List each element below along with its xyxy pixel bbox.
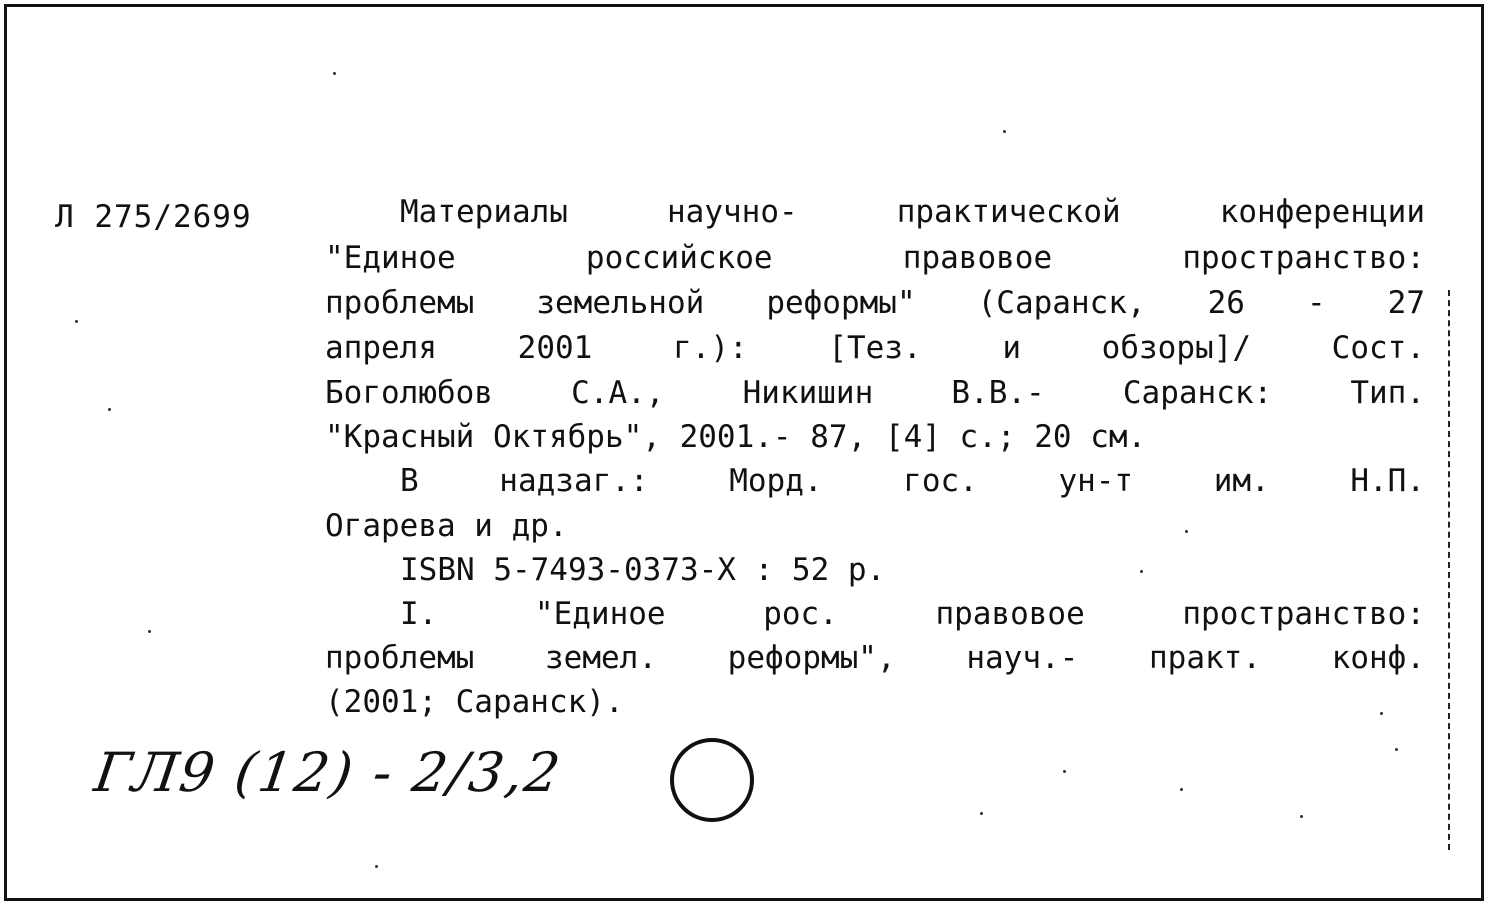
- card-line-title: Материалы научно- практической конференции: [400, 194, 1425, 230]
- scan-speck: [1395, 748, 1398, 751]
- card-line-header-note: В надзаг.: Морд. гос. ун-т им. Н.П.: [400, 463, 1425, 499]
- card-line-isbn: ISBN 5-7493-0373-X : 52 р.: [400, 552, 886, 588]
- card-line-title-cont-3: апреля 2001 г.): [Тез. и обзоры]/ Сост.: [325, 330, 1425, 366]
- scan-speck: [75, 320, 78, 323]
- card-edge-rule: [1448, 290, 1450, 850]
- circle-stamp: [670, 738, 754, 822]
- card-line-tracing-cont-1: проблемы земел. реформы", науч.- практ. конф.: [325, 640, 1425, 676]
- card-line-tracing: I. "Единое рос. правовое пространство:: [400, 596, 1425, 632]
- card-line-header-note-cont: Огарева и др.: [325, 508, 568, 544]
- handwritten-classification-code: ГЛ9 (12) - 2/3,2: [90, 741, 566, 804]
- scan-speck: [148, 630, 151, 633]
- scan-speck: [333, 72, 336, 75]
- scan-speck: [1140, 570, 1143, 573]
- scan-speck: [108, 408, 111, 411]
- card-line-compilers: Боголюбов С.А., Никишин В.В.- Саранск: Тип.: [325, 375, 1425, 411]
- scan-speck: [1003, 130, 1006, 133]
- card-line-title-cont-2: проблемы земельной реформы" (Саранск, 26 - 27: [325, 285, 1425, 321]
- scan-speck: [1380, 712, 1383, 715]
- shelf-mark: Л 275/2699: [55, 199, 252, 235]
- card-line-tracing-cont-2: (2001; Саранск).: [325, 684, 624, 720]
- card-line-publisher: "Красный Октябрь", 2001.- 87, [4] с.; 20 см.: [325, 419, 1147, 455]
- scan-speck: [1300, 815, 1303, 818]
- scan-speck: [375, 865, 378, 868]
- scan-speck: [1185, 530, 1188, 533]
- scan-speck: [1063, 770, 1066, 773]
- card-line-title-cont-1: "Единое российское правовое пространство:: [325, 240, 1425, 276]
- scan-speck: [1180, 788, 1183, 791]
- scan-speck: [980, 812, 983, 815]
